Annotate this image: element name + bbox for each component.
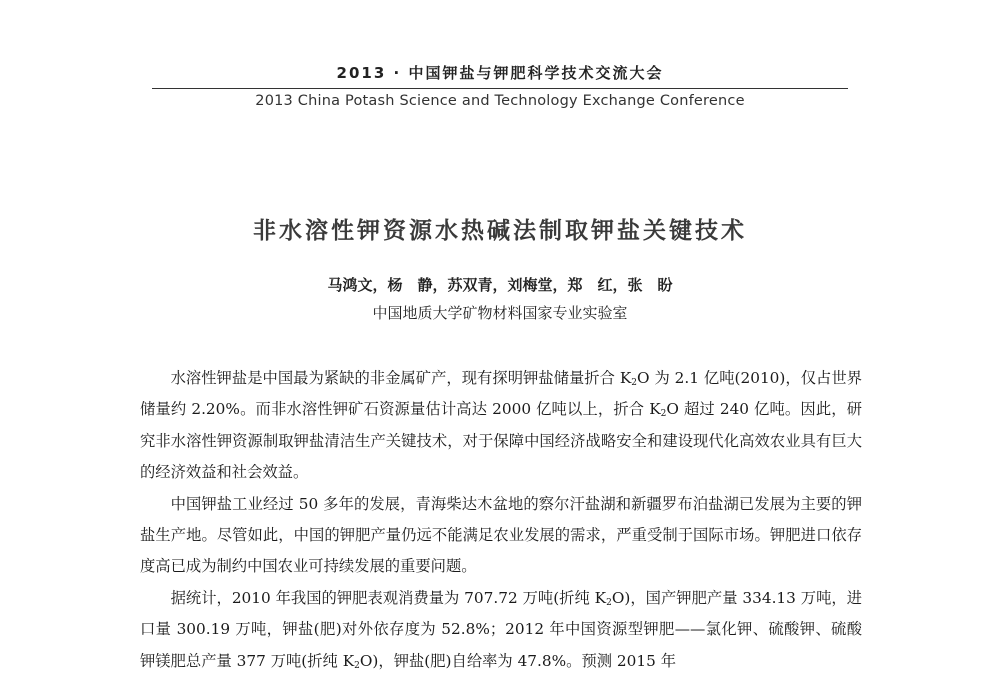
author-list: 马鸿文，杨 静，苏双青，刘梅堂，郑 红，张 盼	[327, 276, 673, 294]
paragraph-1	[140, 363, 862, 489]
p1-part-a: 水溶性钾盐是中国最为紧缺的非金属矿产，现有探明钾盐储量折合 K	[170, 369, 632, 387]
paragraph-2: 中国钾盐工业经过 50 多年的发展，青海柴达木盆地的察尔汗盐湖和新疆罗布泊盐湖已发展为主要的钾盐生产地。尽管如此，中国的钾肥产量仍远不能满足农业发展的需求，严重受制于国际市场。钾肥进口依存度高已成为制约中国农业可持续发展的重要问题。	[140, 494, 862, 576]
paper-title: 非水溶性钾资源水热碱法制取钾盐关键技术	[253, 218, 747, 244]
p3-part-b: O)，国产钾肥产量 334.13 万吨，进口量 300.19 万吨，钾盐(肥)对外依存度为 52.8%；2012 年中国资源型钾肥——氯化钾、硫酸钾、硫酸钾镁肥总产量 377 万吨(折纯 K	[140, 588, 862, 670]
p1-part-c: O 超过 240 亿吨。因此，研究非水溶性钾资源制取钾盐清洁生产关键技术，对于保障中国经济战略安全和建设现代化高效农业具有巨大的经济效益和社会效益。	[140, 400, 862, 482]
subscript: 2	[660, 409, 667, 420]
body-text	[140, 363, 862, 677]
subscript: 2	[631, 378, 638, 388]
subscript: 2	[606, 597, 612, 608]
p3-part-c: O)，钾盐(肥)自给率为 47.8%。预测 2015 年	[359, 651, 677, 670]
paragraph-3	[140, 583, 862, 677]
affiliation: 中国地质大学矿物材料国家专业实验室	[372, 304, 628, 322]
header-rule	[152, 88, 848, 89]
conference-header-cn: 2013 · 中国钾盐与钾肥科学技术交流大会	[336, 64, 664, 82]
p1-part-b: O 为 2.1 亿吨(2010)，仅占世界储量约 2.20%。而非水溶性钾矿石资源量估计高达 2000 亿吨以上，折合 K	[140, 369, 862, 419]
subscript: 2	[354, 660, 360, 671]
conference-header-en: 2013 China Potash Science and Technology Exchange Conference	[255, 93, 745, 109]
p3-part-a: 据统计，2010 年我国的钾肥表观消费量为 707.72 万吨(折纯 K	[170, 588, 607, 607]
